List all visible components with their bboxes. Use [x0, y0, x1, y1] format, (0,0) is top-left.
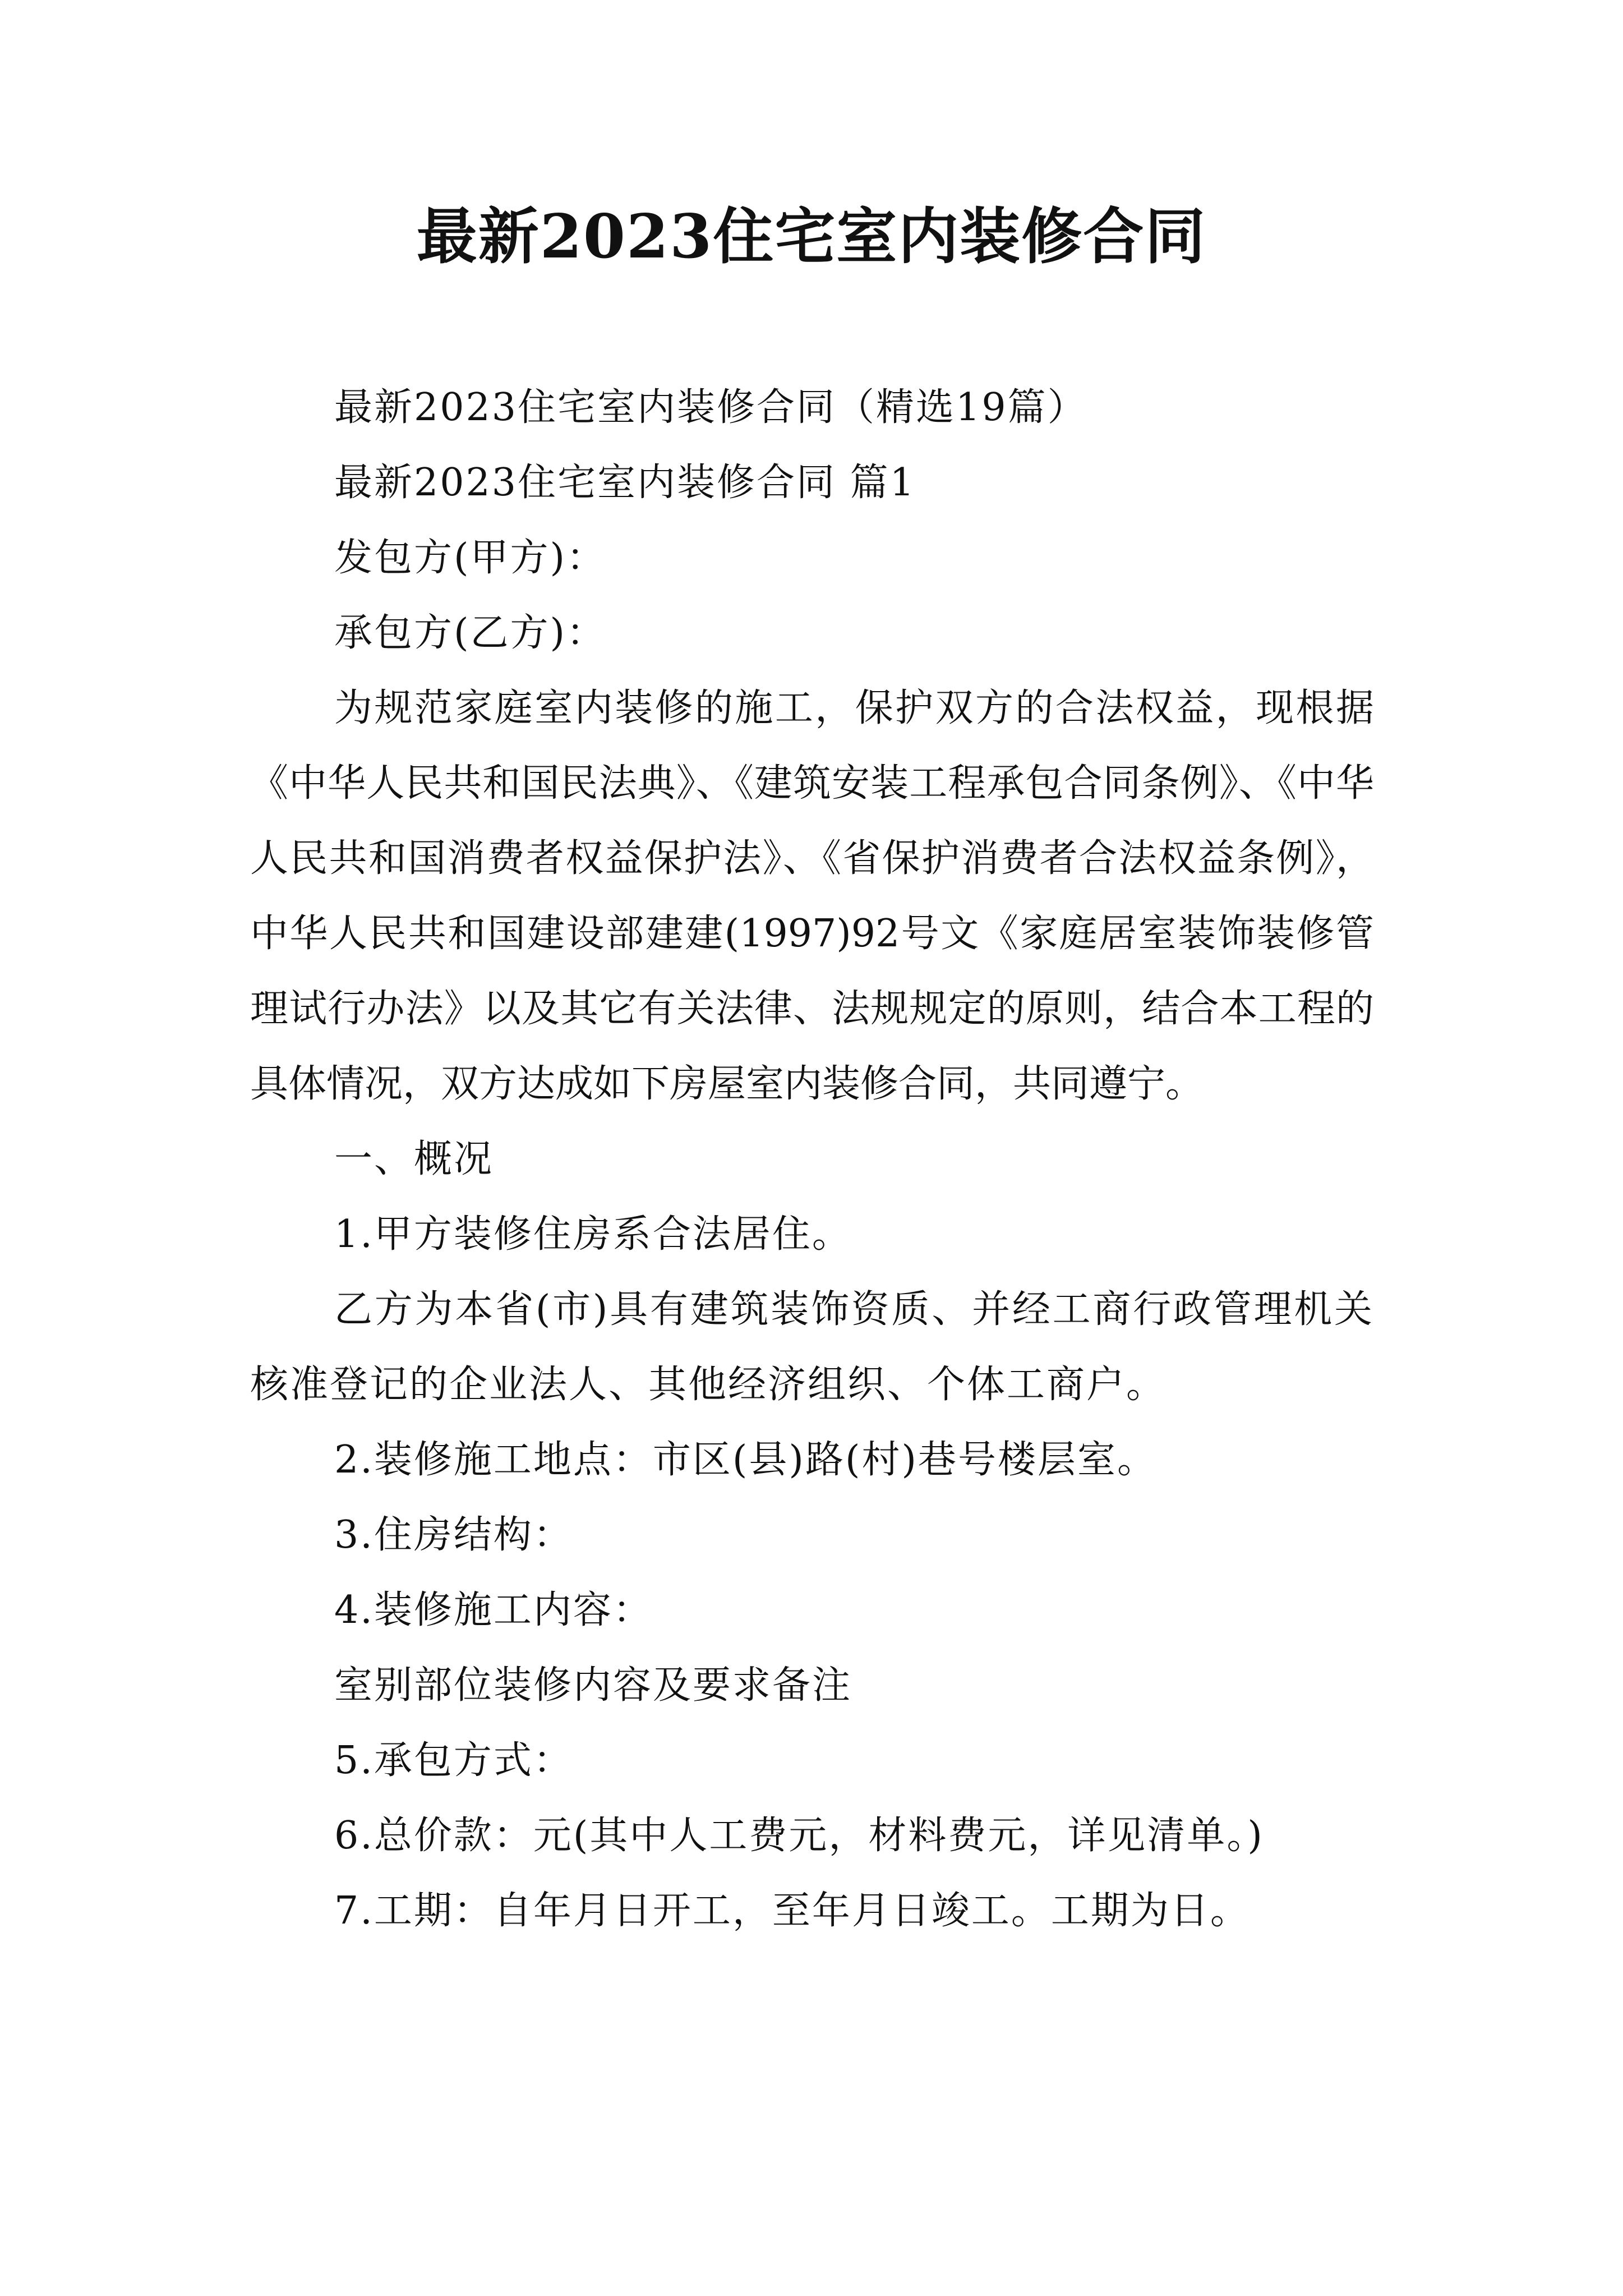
paragraph-party-a: 发包方(甲方)： — [334, 536, 607, 580]
paragraph-item-1: 1.甲方装修住房系合法居住。 — [334, 1212, 852, 1257]
paragraph-item-3: 3.住房结构： — [334, 1513, 573, 1557]
paragraph-party-b: 承包方(乙方)： — [334, 611, 607, 655]
document-title: 最新2023住宅室内装修合同 — [416, 201, 1207, 272]
document-body — [250, 370, 1374, 1949]
paragraph-table-header: 室别部位装修内容及要求备注 — [334, 1663, 852, 1708]
paragraph-section-heading: 最新2023住宅室内装修合同 篇1 — [334, 461, 916, 505]
paragraph-item-2: 2.装修施工地点：市区(县)路(村)巷号楼层室。 — [334, 1438, 1157, 1482]
paragraph-item-4: 4.装修施工内容： — [334, 1588, 653, 1632]
paragraph-item-6: 6.总价款：元(其中人工费元，材料费元，详见清单。) — [334, 1814, 1264, 1858]
paragraph-preamble: 为规范家庭室内装修的施工，保护双方的合法权益，现根据《中华人民共和国民法典》、《建筑安装工程承包合同条例》、《中华人民共和国消费者权益保护法》、《省保护消费者合法权益条例》，中华人民共和国建设部建建(1997)92号文《家庭居室装饰装修管理试行办法》以及其它有关法律、法规规定的原则，结合本工程的具体情况，双方达成如下房屋室内装修合同，共同遵宁。 — [250, 686, 1374, 1106]
paragraph-party-b-qualification: 乙方为本省(市)具有建筑装饰资质、并经工商行政管理机关核准登记的企业法人、其他经济组织、个体工商户。 — [250, 1287, 1374, 1407]
paragraph-item-7: 7.工期：自年月日开工，至年月日竣工。工期为日。 — [334, 1889, 1250, 1933]
paragraph-item-5: 5.承包方式： — [334, 1738, 573, 1783]
paragraph-overview-heading: 一、概况 — [334, 1137, 494, 1181]
paragraph-subtitle: 最新2023住宅室内装修合同（精选19篇） — [334, 385, 1087, 430]
